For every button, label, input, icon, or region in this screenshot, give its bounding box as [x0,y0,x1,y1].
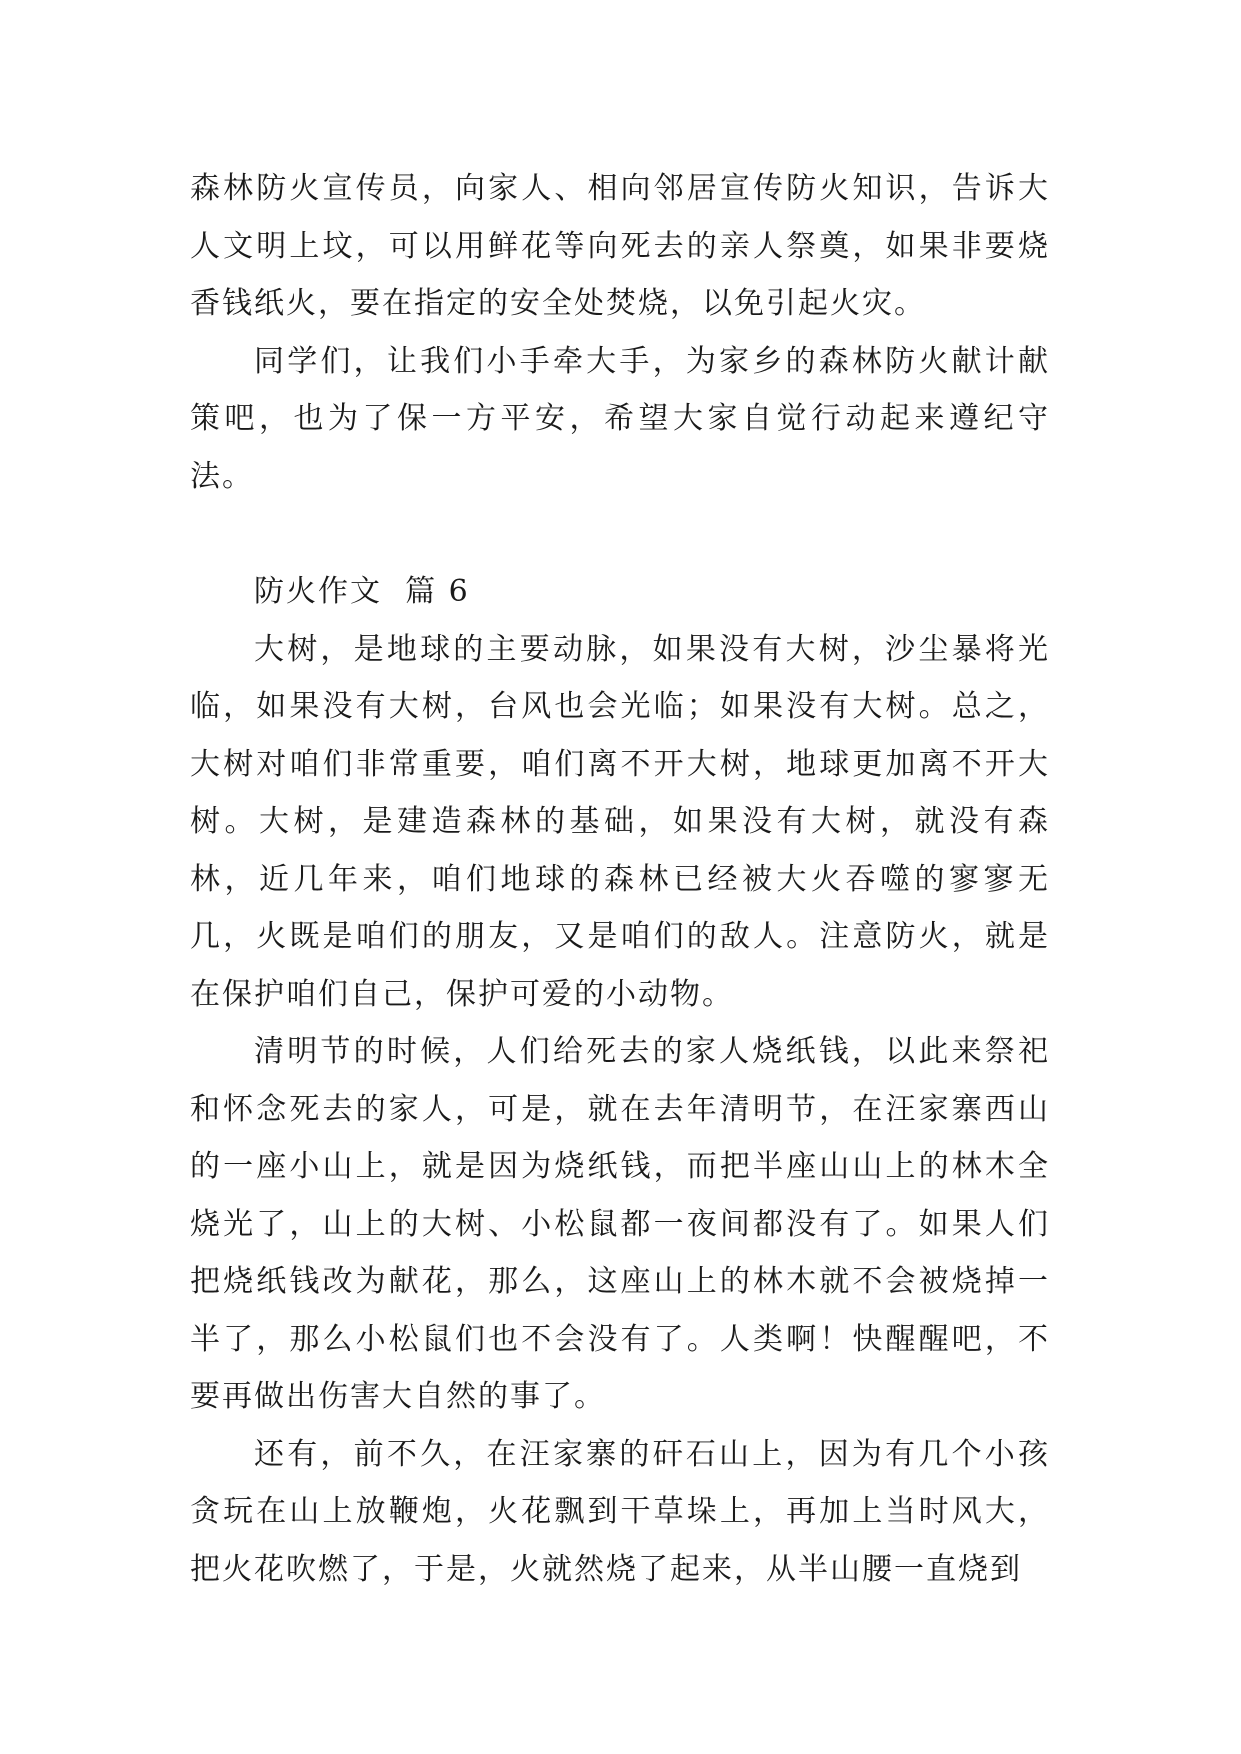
essay-section [190,621,1050,1599]
section-gap [190,505,1050,563]
essay-paragraph: 清明节的时候，人们给死去的家人烧纸钱，以此来祭祀和怀念死去的家人，可是，就在去年清明节，在汪家寨西山的一座小山上，就是因为烧纸钱，而把半座山山上的林木全烧光了，山上的大树、小松鼠都一夜间都没有了。如果人们把烧纸钱改为献花，那么，这座山上的林木就不会被烧掉一半了，那么小松鼠们也不会没有了。人类啊！快醒醒吧，不要再做出伤害大自然的事了。 [190,1034,1050,1414]
section-heading: 防火作文 篇 6 [254,574,470,609]
essay-paragraph: 大树，是地球的主要动脉，如果没有大树，沙尘暴将光临，如果没有大树，台风也会光临；如果没有大树。总之，大树对咱们非常重要，咱们离不开大树，地球更加离不开大树。大树，是建造森林的基础，如果没有大树，就没有森林，近几年来，咱们地球的森林已经被大火吞噬的寥寥无几，火既是咱们的朋友，又是咱们的敌人。注意防火，就是在保护咱们自己，保护可爱的小动物。 [190,631,1050,1012]
intro-section [190,160,1050,505]
intro-paragraph: 同学们，让我们小手牵大手，为家乡的森林防火献计献策吧，也为了保一方平安，希望大家自觉行动起来遵纪守法。 [190,343,1050,494]
essay-paragraph: 还有，前不久，在汪家寨的矸石山上，因为有几个小孩贪玩在山上放鞭炮，火花飘到干草垛上，再加上当时风大，把火花吹燃了，于是，火就然烧了起来，从半山腰一直烧到 [190,1436,1050,1587]
document-body [190,160,1050,1598]
intro-paragraph-continued: 森林防火宣传员，向家人、相向邻居宣传防火知识，告诉大人文明上坟，可以用鲜花等向死去的亲人祭奠，如果非要烧香钱纸火，要在指定的安全处焚烧，以免引起火灾。 [190,171,1050,321]
